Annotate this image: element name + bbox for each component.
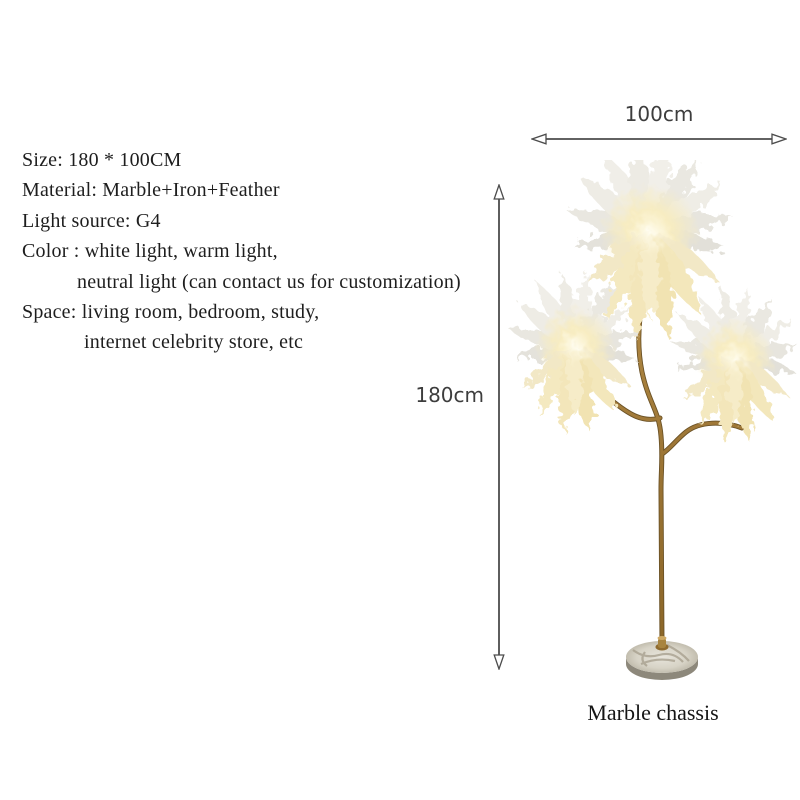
arrow-right-icon xyxy=(772,134,786,144)
spec-line-material: Material: Marble+Iron+Feather xyxy=(22,179,280,202)
feather-cluster-right xyxy=(668,286,800,444)
arrow-left-icon xyxy=(532,134,546,144)
height-dimension-label: 180cm xyxy=(415,383,484,407)
spec-line-size: Size: 180 * 100CM xyxy=(22,149,182,171)
spec-line-color: Color : white light, warm light, xyxy=(22,240,278,263)
spec-line-color-2: neutral light (can contact us for customization) xyxy=(77,270,461,293)
width-dimension-arrow xyxy=(531,130,787,148)
marble-base-caption: Marble chassis xyxy=(587,700,719,725)
spec-line-light: Light source: G4 xyxy=(22,209,161,232)
feather-floor-lamp-illustration xyxy=(495,160,800,720)
width-dimension-label: 100cm xyxy=(624,102,694,126)
spec-line-space-2: internet celebrity store, etc xyxy=(84,331,304,354)
product-specs xyxy=(22,145,461,358)
spec-line-space: Space: living room, bedroom, study, xyxy=(22,301,320,324)
